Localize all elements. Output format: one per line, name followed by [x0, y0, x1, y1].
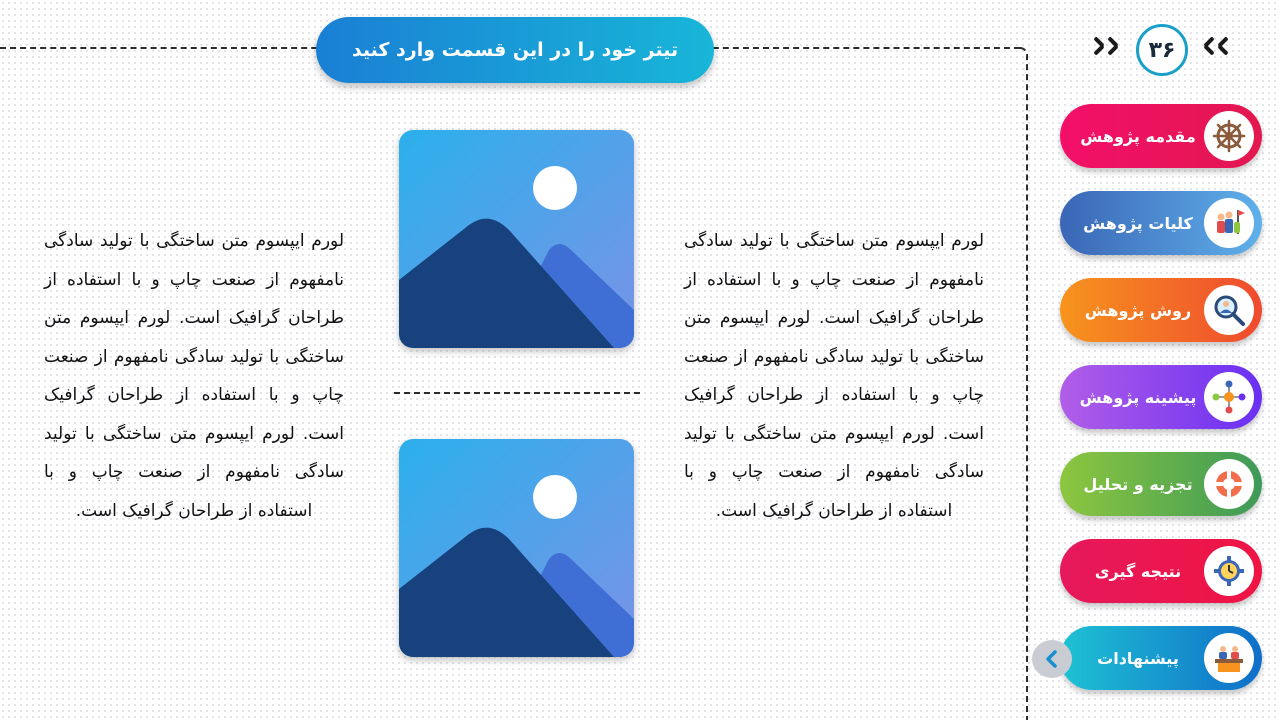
frame-right-dashed-line — [1020, 47, 1028, 720]
image-placeholder-bottom[interactable] — [399, 439, 634, 657]
ship-wheel-icon — [1204, 111, 1254, 161]
nav-item-label: پیشنهادات — [1097, 648, 1179, 668]
lifebuoy-icon — [1204, 459, 1254, 509]
nav-item-introduction[interactable] — [1060, 104, 1262, 168]
next-page-chevrons-icon[interactable] — [1202, 36, 1228, 62]
meeting-table-icon — [1204, 633, 1254, 683]
nav-item-label: تجزیه و تحلیل — [1083, 474, 1193, 494]
nav-item-label: کلیات پژوهش — [1083, 213, 1193, 233]
nav-item-method[interactable] — [1060, 278, 1262, 342]
active-item-marker — [1032, 640, 1072, 678]
magnifier-person-icon — [1204, 285, 1254, 335]
nav-item-label: مقدمه پژوهش — [1080, 126, 1196, 146]
nav-item-label: روش پژوهش — [1084, 300, 1192, 320]
team-flag-icon — [1204, 198, 1254, 248]
nav-item-label: نتیجه گیری — [1094, 561, 1182, 581]
page-number: ۳۶ — [1136, 24, 1188, 76]
nav-item-suggestions[interactable] — [1060, 626, 1262, 690]
image-placeholder-icon — [399, 130, 634, 348]
slide-title[interactable]: تیتر خود را در این قسمت وارد کنید — [316, 17, 714, 83]
nav-item-overview[interactable] — [1060, 191, 1262, 255]
chevron-left-icon — [1043, 650, 1061, 668]
left-text-block: لورم ایپسوم متن ساختگی با تولید سادگی نامفهوم از صنعت چاپ و با استفاده از طراحان گرافیک است. لورم ایپسوم متن ساختگی با تولید سادگی نامفهوم از صنعت چاپ و با استفاده از طراحان گرافیک است. لورم ایپسوم متن ساختگی با تولید سادگی نامفهوم از صنعت چاپ و با استفاده از طراحان گرافیک است. — [44, 231, 344, 521]
gear-clock-icon — [1204, 546, 1254, 596]
image-placeholder-top[interactable] — [399, 130, 634, 348]
nav-item-background[interactable] — [1060, 365, 1262, 429]
nav-item-label: پیشینه پژوهش — [1079, 387, 1197, 407]
center-dashed-divider — [394, 392, 640, 394]
network-people-icon — [1204, 372, 1254, 422]
nav-item-analysis[interactable] — [1060, 452, 1262, 516]
previous-page-chevrons-icon[interactable] — [1092, 36, 1118, 62]
right-text-block: لورم ایپسوم متن ساختگی با تولید سادگی نامفهوم از صنعت چاپ و با استفاده از طراحان گرافیک است. لورم ایپسوم متن ساختگی با تولید سادگی نامفهوم از صنعت چاپ و با استفاده از طراحان گرافیک است. لورم ایپسوم متن ساختگی با تولید سادگی نامفهوم از صنعت چاپ و با استفاده از طراحان گرافیک است. — [684, 231, 984, 521]
nav-item-conclusion[interactable] — [1060, 539, 1262, 603]
image-placeholder-icon — [399, 439, 634, 657]
